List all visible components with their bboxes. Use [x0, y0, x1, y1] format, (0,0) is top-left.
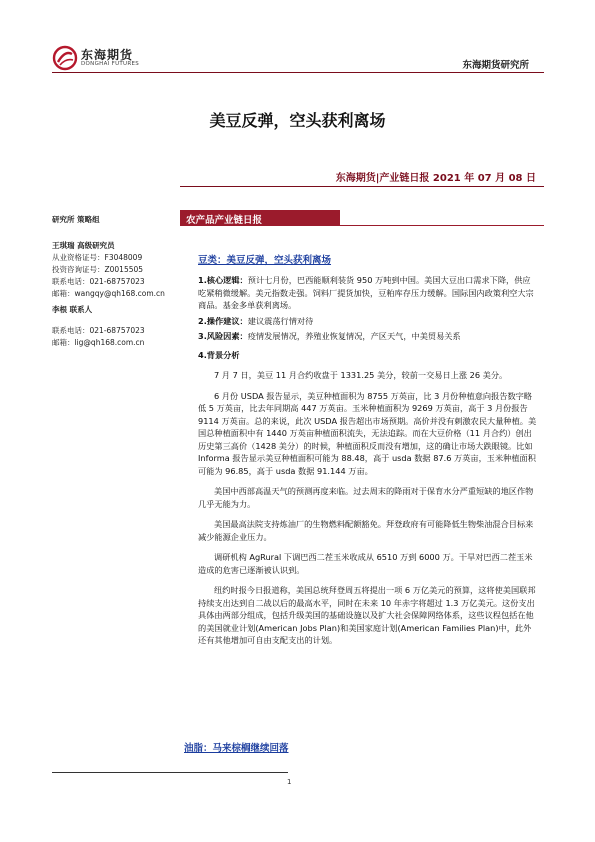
analyst-1-line: 投资咨询证号：Z0015505: [52, 265, 144, 274]
report-bar-rule: [180, 186, 544, 187]
page-title: 美豆反弹，空头获利离场: [209, 111, 386, 130]
background-paragraph: 6 月份 USDA 报告显示，美豆种植面积为 8755 万英亩，比 3 月份种植意向报告数字略低 5 万英亩，比去年同期高 447 万英亩。玉米种植面积为 9269 万英亩，高于 3 月份报告 9114 万英亩。总的来说，此次 USDA 报告超出市场预期。高价并没有刺激农民大量种植。美国总种植面积中有 1440 万英亩种植面积流失，无法追踪。而在大豆价格（11 月合约）创出历史第三高价（1428 美分）的时候，种植面积反而没有增加，这的确让市场大跌眼镜。比如 Informa 报告显示美豆种植面积可能为 88.48，高于 usda 数据 87.6 万英亩，玉米种植面积可能为 96.85，高于 usda 数据 91.144 万亩。: [198, 390, 537, 476]
analyst-2-line: 联系电话：021-68757023: [52, 326, 145, 335]
section-title: 农产品产业链日报: [186, 215, 263, 226]
core-logic-text: 预计七月份，巴西能顺利装货 950 万吨到中国。美国大豆出口需求下降，供应吃紧稍微缓解。美元指数走强。饲料厂提货加快，豆粕库存压力缓解。国际国内政策利空大宗商品。基金多单获利离场。: [198, 275, 534, 310]
background-label: 4.背景分析: [198, 349, 240, 360]
risk-text: 疫情发展情况，养殖业恢复情况，产区天气，中美贸易关系: [247, 331, 461, 341]
analyst-1-name: 王琪瑞 高级研究员: [52, 241, 115, 250]
analyst-2-name: 李根 联系人: [52, 305, 93, 314]
analyst-sidebar: [52, 214, 174, 349]
soy-body: [198, 274, 538, 647]
page-number: 1: [287, 778, 292, 786]
analyst-1-line: 从业资格证号：F3048009: [52, 253, 143, 262]
analyst-1-line: 联系电话：021-68757023: [52, 277, 145, 286]
brand-name-cn: 东海期货: [81, 48, 134, 62]
sidebar-dept: 研究所 策略组: [52, 215, 100, 224]
donghai-logo-icon: [52, 44, 78, 72]
analyst-1-email[interactable]: 邮箱：wangqy@qh168.com.cn: [52, 289, 165, 298]
report-bar: [180, 165, 544, 187]
soy-heading[interactable]: 豆类：美豆反弹，空头获利离场: [198, 255, 332, 266]
background-paragraph: 美国中西部高温天气的预测再度来临。过去周末的降雨对于保育水分严重短缺的地区作物几乎无能为力。: [198, 486, 534, 509]
background-paragraph: 美国最高法院支持炼油厂的生物燃料配额豁免。拜登政府有可能降低生物柴油混合目标来减少能源企业压力。: [198, 519, 534, 542]
background-paragraph: 纽约时报今日报道称，美国总统拜登周五将提出一项 6 万亿美元的预算，这将使美国联邦持续支出达到自二战以后的最高水平，同时在未来 10 年赤字将超过 1.3 万亿美元。这份支出具体由两部分组成，包括升级美国的基础设施以及扩大社会保障网络体系，这些议程包括在他的美国就业计划(American Jobs Plan)和美国家庭计划(American Families Plan)中，此外还有其他增加可自由支配支出的计划。: [198, 585, 536, 645]
core-logic-label: 1.核心逻辑：: [198, 275, 248, 285]
section-header-rule: [180, 225, 544, 226]
brand-name-en: DONGHAI FUTURES: [81, 61, 140, 67]
background-paragraph: 调研机构 AgRural 下调巴西二茬玉米收成从 6510 万到 6000 万。干旱对巴西二茬玉米造成的危害已逐渐被认识到。: [198, 552, 533, 575]
risk-label: 3.风险因素：: [198, 331, 248, 341]
brand-logo: [52, 44, 152, 74]
header-divider: [52, 72, 544, 73]
section-header: [180, 210, 544, 226]
oils-heading[interactable]: 油脂：马来棕榈继续回落: [184, 743, 289, 754]
header-institute: 东海期货研究所: [462, 60, 529, 71]
advice-label: 2.操作建议：: [198, 315, 248, 326]
report-bar-text: 东海期货|产业链日报 2021 年 07 月 08 日: [335, 173, 536, 184]
footer-divider: [52, 772, 288, 773]
risk: [198, 330, 538, 343]
background-paragraph: 7 月 7 日，美豆 11 月合约收盘于 1331.25 美分，较前一交易日上涨 26 美分。: [214, 370, 508, 380]
advice: [198, 315, 538, 328]
core-logic: [198, 274, 538, 312]
analyst-2-email[interactable]: 邮箱：lig@qh168.com.cn: [52, 338, 145, 347]
advice-text: 建议震荡行情对待: [247, 315, 314, 326]
